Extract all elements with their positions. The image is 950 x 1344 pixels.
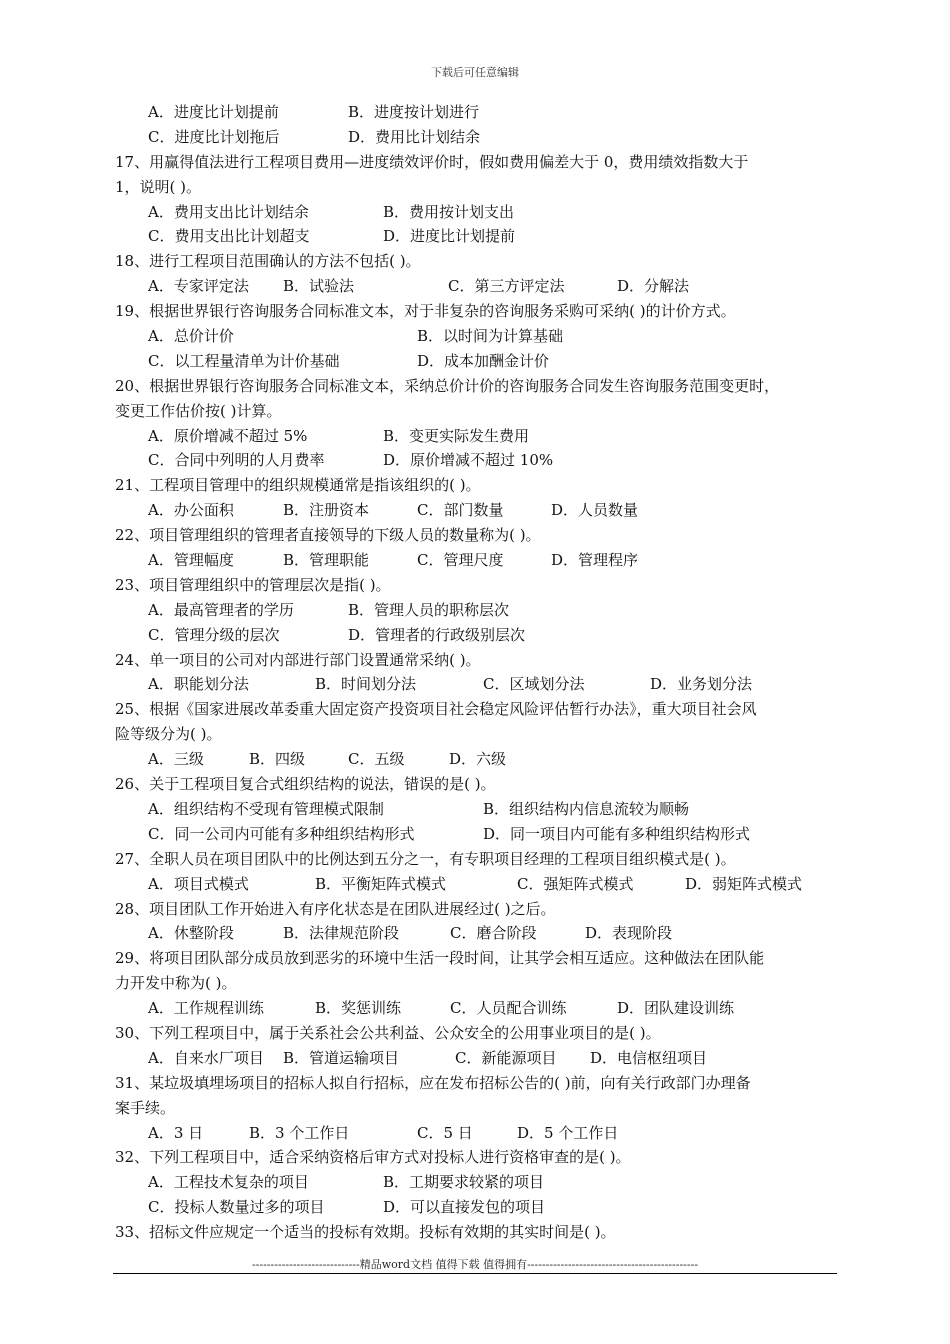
question-line: 27、全职人员在项目团队中的比例达到五分之一，有专职项目经理的工程项目组织模式是( )。 — [115, 849, 736, 868]
answer-option: D．团队建设训练 — [617, 999, 735, 1018]
options-line — [115, 100, 845, 125]
answer-option: A．组织结构不受现有管理模式限制 — [148, 799, 384, 818]
options-line — [115, 872, 845, 897]
question-line: 力开发中称为( )。 — [115, 974, 237, 993]
answer-option: B．以时间为计算基础 — [417, 327, 564, 346]
answer-option: D．人员数量 — [551, 501, 639, 520]
options-line — [115, 1170, 845, 1195]
answer-option: B．进度按计划进行 — [348, 103, 480, 121]
document-body — [115, 100, 845, 1245]
question-line: 变更工作估价按( )计算。 — [115, 401, 282, 420]
question-line: 险等级分为( )。 — [115, 725, 222, 744]
answer-option: B．管理职能 — [283, 551, 370, 570]
question-line: 17、用赢得值法进行工程项目费用—进度绩效评价时，假如费用偏差大于 0，费用绩效指数大于 — [115, 152, 749, 171]
answer-option: C．管理尺度 — [417, 551, 504, 570]
answer-option: C．同一公司内可能有多种组织结构形式 — [148, 824, 415, 843]
answer-option: B．奖惩训练 — [315, 999, 402, 1018]
options-line — [115, 623, 845, 648]
answer-option: D．分解法 — [617, 277, 690, 296]
answer-option: B．试验法 — [283, 277, 355, 296]
answer-option: C．5 日 — [417, 1123, 473, 1142]
answer-option: D．业务划分法 — [650, 675, 753, 694]
answer-option: B．变更实际发生费用 — [383, 426, 530, 445]
answer-option: B．四级 — [249, 750, 306, 769]
answer-option: A．原价增减不超过 5% — [148, 426, 308, 445]
answer-option: D．表现阶段 — [585, 924, 673, 943]
question-line: 20、根据世界银行咨询服务合同标准文本，采纳总价计价的咨询服务合同发生咨询服务范围变更时， — [115, 376, 780, 395]
options-line — [115, 224, 845, 249]
answer-option: B．管道运输项目 — [283, 1048, 400, 1067]
answer-option: A．职能划分法 — [148, 675, 249, 694]
answer-option: B．时间划分法 — [315, 675, 417, 694]
options-line — [115, 274, 845, 299]
answer-option: B．法律规范阶段 — [283, 924, 400, 943]
answer-option: D．可以直接发包的项目 — [383, 1198, 546, 1217]
question-line: 29、将项目团队部分成员放到恶劣的环境中生活一段时间，让其学会相互适应。这种做法在团队能 — [115, 949, 765, 968]
answer-option: A．工程技术复杂的项目 — [148, 1173, 309, 1192]
options-line — [115, 125, 845, 150]
question-line: 32、下列工程项目中，适合采纳资格后审方式对投标人进行资格审查的是( )。 — [115, 1148, 631, 1167]
question-line: 31、某垃圾填埋场项目的招标人拟自行招标，应在发布招标公告的( )前，向有关行政部门办理备 — [115, 1073, 751, 1092]
answer-option: C．五级 — [348, 750, 405, 769]
answer-option: B．费用按计划支出 — [383, 202, 515, 221]
answer-option: A．工作规程训练 — [148, 999, 264, 1018]
question-line: 1，说明( )。 — [115, 177, 202, 196]
answer-option: B．平衡矩阵式模式 — [315, 874, 447, 893]
question-line: 30、下列工程项目中，属于关系社会公共利益、公众安全的公用事业项目的是( )。 — [115, 1023, 661, 1042]
options-line — [115, 747, 845, 772]
answer-option: C．投标人数量过多的项目 — [148, 1198, 325, 1217]
answer-option: C．进度比计划拖后 — [148, 127, 280, 146]
question-line: 33、招标文件应规定一个适当的投标有效期。投标有效期的其实时间是( )。 — [115, 1223, 616, 1242]
question-line: 18、进行工程项目范围确认的方法不包括( )。 — [115, 252, 421, 271]
page-footer: -----------------------------精品word文档 值得下载 值得拥有---------------------------------------------- — [251, 1258, 699, 1271]
options-line — [115, 448, 845, 473]
answer-option: C．合同中列明的人月费率 — [148, 451, 325, 470]
answer-option: A．休整阶段 — [148, 924, 234, 943]
answer-option: A．3 日 — [148, 1123, 204, 1142]
answer-option: D．进度比计划提前 — [383, 227, 516, 246]
answer-option: A．费用支出比计划结余 — [148, 202, 309, 221]
question-line: 23、项目管理组织中的管理层次是指( )。 — [115, 575, 391, 594]
question-line: 26、关于工程项目复合式组织结构的说法，错误的是( )。 — [115, 775, 496, 794]
question-line: 21、工程项目管理中的组织规模通常是指该组织的( )。 — [115, 476, 481, 495]
answer-option: A．最高管理者的学历 — [148, 600, 294, 619]
options-line — [115, 921, 845, 946]
answer-option: D．同一项目内可能有多种组织结构形式 — [483, 824, 751, 843]
answer-option: C．部门数量 — [417, 501, 504, 520]
options-line — [115, 1121, 845, 1146]
answer-option: C．新能源项目 — [455, 1048, 557, 1067]
options-line — [115, 548, 845, 573]
options-line — [115, 996, 845, 1021]
options-line — [115, 822, 845, 847]
options-line — [115, 324, 845, 349]
question-line: 案手续。 — [115, 1098, 176, 1117]
answer-option: B．注册资本 — [283, 501, 370, 520]
answer-option: C．以工程量清单为计价基础 — [148, 351, 340, 370]
answer-option: B．管理人员的职称层次 — [348, 600, 510, 619]
question-line: 25、根据《国家进展改革委重大固定资产投资项目社会稳定风险评估暂行办法》，重大项目社会风 — [115, 700, 757, 719]
answer-option: B．组织结构内信息流较为顺畅 — [483, 799, 690, 818]
footer-rule — [113, 1273, 837, 1274]
answer-option: A．总价计价 — [148, 327, 234, 346]
answer-option: C．区域划分法 — [483, 675, 585, 694]
question-line: 24、单一项目的公司对内部进行部门设置通常采纳( )。 — [115, 650, 481, 669]
answer-option: D．原价增减不超过 10% — [383, 451, 554, 470]
question-line: 22、项目管理组织的管理者直接领导的下级人员的数量称为( )。 — [115, 526, 541, 545]
answer-option: D．六级 — [449, 750, 507, 769]
options-line — [115, 672, 845, 697]
answer-option: B．3 个工作日 — [249, 1123, 350, 1142]
answer-option: C．费用支出比计划超支 — [148, 227, 310, 246]
options-line — [115, 797, 845, 822]
answer-option: D．成本加酬金计价 — [417, 351, 550, 370]
answer-option: D．管理者的行政级别层次 — [348, 625, 526, 644]
answer-option: C．磨合阶段 — [450, 924, 537, 943]
options-line — [115, 498, 845, 523]
answer-option: B．工期要求较紧的项目 — [383, 1173, 545, 1192]
answer-option: C．强矩阵式模式 — [517, 874, 634, 893]
answer-option: D．费用比计划结余 — [348, 127, 481, 146]
options-line — [115, 349, 845, 374]
answer-option: A．三级 — [148, 750, 204, 769]
question-line: 19、根据世界银行咨询服务合同标准文本，对于非复杂的咨询服务采购可采纳( )的计价方式。 — [115, 302, 736, 321]
answer-option: C．人员配合训练 — [450, 999, 567, 1018]
options-line — [115, 200, 845, 225]
answer-option: A．专家评定法 — [148, 277, 249, 296]
answer-option: C．第三方评定法 — [448, 277, 565, 296]
answer-option: D．电信枢纽项目 — [590, 1048, 708, 1067]
question-line: 28、项目团队工作开始进入有序化状态是在团队进展经过( )之后。 — [115, 899, 556, 918]
options-line — [115, 424, 845, 449]
answer-option: A．管理幅度 — [148, 551, 234, 570]
answer-option: C．管理分级的层次 — [148, 625, 280, 644]
answer-option: A．进度比计划提前 — [148, 103, 279, 121]
options-line — [115, 1046, 845, 1071]
options-line — [115, 1195, 845, 1220]
answer-option: D．管理程序 — [551, 551, 639, 570]
answer-option: A．办公面积 — [148, 501, 234, 520]
answer-option: D．弱矩阵式模式 — [685, 874, 803, 893]
options-line — [115, 598, 845, 623]
answer-option: A．项目式模式 — [148, 874, 249, 893]
answer-option: D．5 个工作日 — [517, 1123, 619, 1142]
page-header: 下载后可任意编辑 — [431, 66, 519, 79]
answer-option: A．自来水厂项目 — [148, 1048, 264, 1067]
